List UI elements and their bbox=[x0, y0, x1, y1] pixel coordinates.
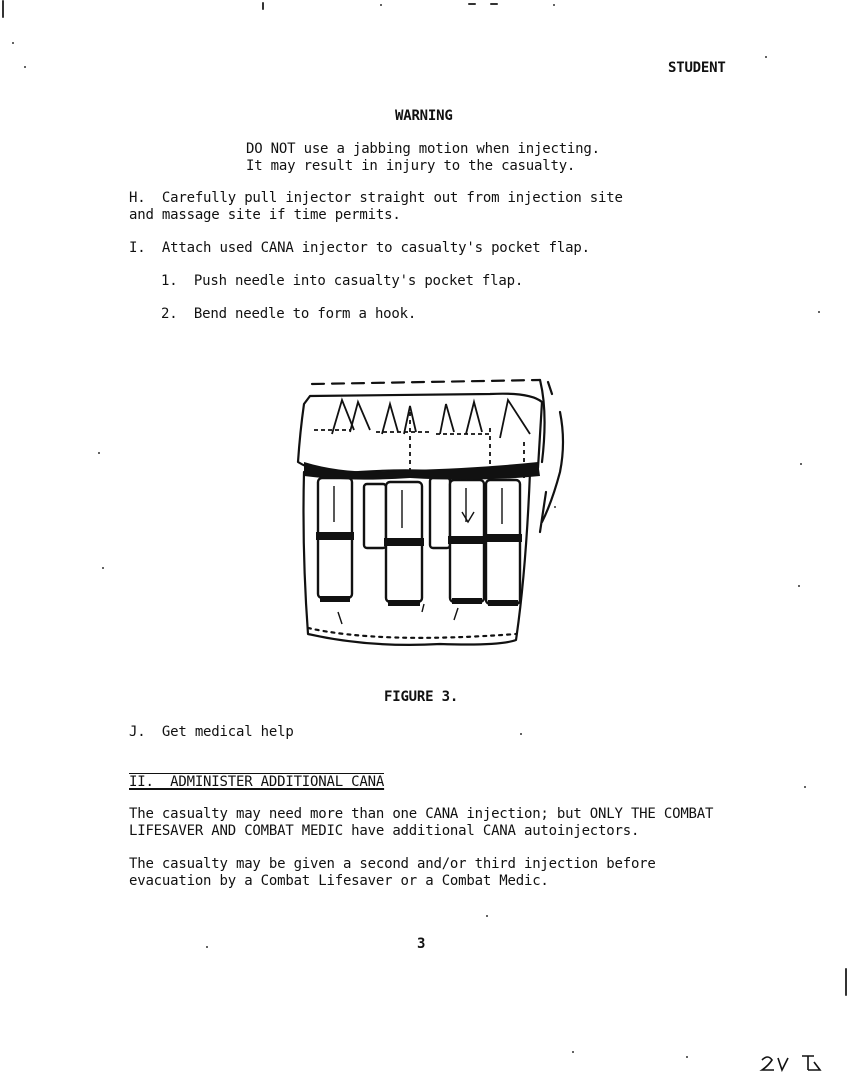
pocket-flap-figure bbox=[290, 372, 580, 662]
warning-line-1: DO NOT use a jabbing motion when injecting. bbox=[246, 141, 600, 157]
step-j: J. Get medical help bbox=[129, 724, 294, 740]
section-2-heading: II. ADMINISTER ADDITIONAL CANA bbox=[129, 774, 385, 790]
paragraph-1-line-2: LIFESAVER AND COMBAT MEDIC have additional CANA autoinjectors. bbox=[129, 823, 640, 839]
handwritten-mark bbox=[758, 1052, 828, 1072]
step-i: I. Attach used CANA injector to casualty's pocket flap. bbox=[129, 240, 590, 256]
warning-line-2: It may result in injury to the casualty. bbox=[246, 158, 576, 174]
step-i-sub-1: 1. Push needle into casualty's pocket flap. bbox=[161, 273, 524, 289]
paragraph-2-line-1: The casualty may be given a second and/or third injection before bbox=[129, 856, 656, 872]
step-h-line-1: H. Carefully pull injector straight out from injection site bbox=[129, 190, 623, 206]
autoinjector bbox=[430, 478, 450, 548]
pocket-flap bbox=[298, 394, 542, 475]
autoinjector bbox=[364, 484, 386, 548]
step-h-line-2: and massage site if time permits. bbox=[129, 207, 401, 223]
paragraph-2-line-2: evacuation by a Combat Lifesaver or a Combat Medic. bbox=[129, 873, 549, 889]
figure-caption: FIGURE 3. bbox=[384, 689, 459, 705]
paragraph-1-line-1: The casualty may need more than one CANA injection; but ONLY THE COMBAT bbox=[129, 806, 714, 822]
page-number: 3 bbox=[417, 936, 426, 952]
student-label: STUDENT bbox=[668, 60, 726, 76]
warning-title: WARNING bbox=[395, 108, 453, 124]
step-i-sub-2: 2. Bend needle to form a hook. bbox=[161, 306, 417, 322]
